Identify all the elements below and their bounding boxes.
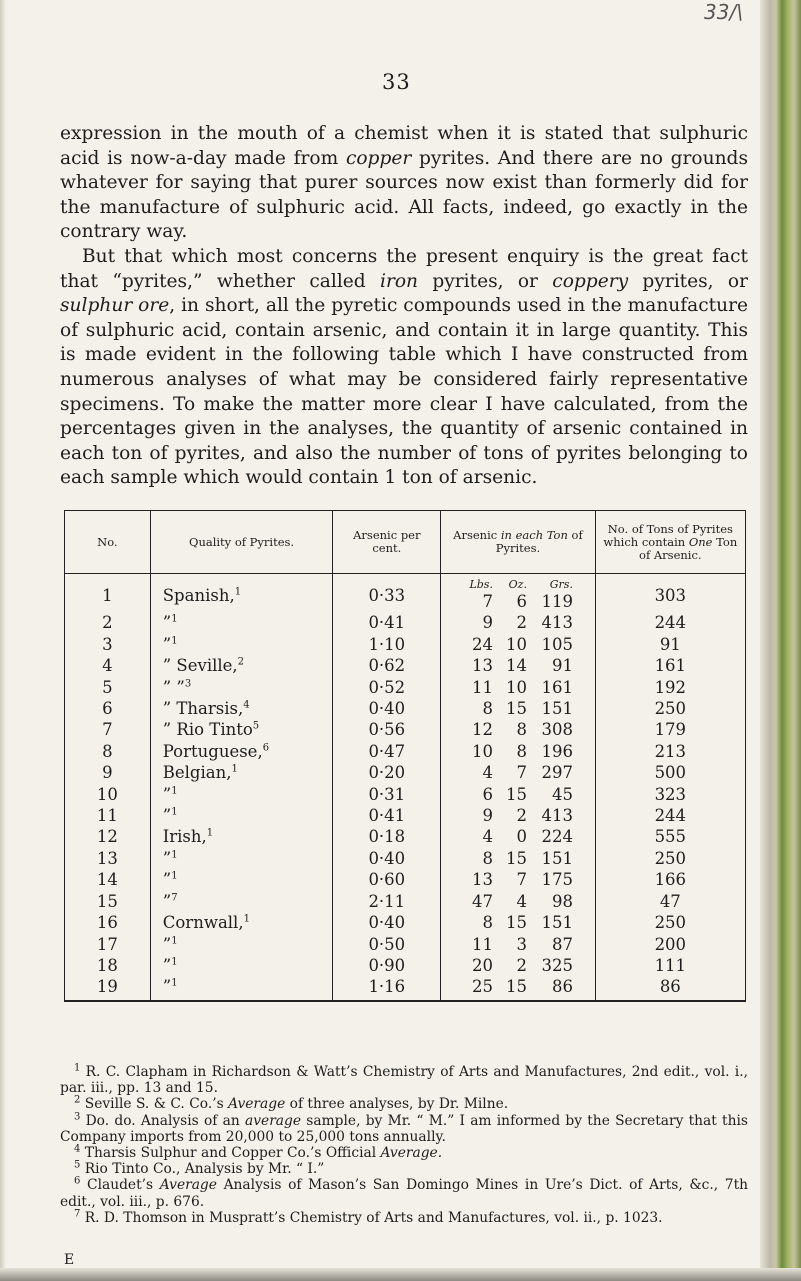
- table-row: [65, 762, 746, 783]
- row-arsenic-per-ton: [441, 891, 595, 912]
- row-percent: 0·47: [333, 741, 441, 762]
- row-arsenic-per-ton: [441, 677, 595, 698]
- row-lbs: 9: [482, 806, 493, 826]
- unit-grs: Grs.: [549, 578, 573, 591]
- row-arsenic-per-ton: [441, 869, 595, 890]
- footnote-ref: 1: [171, 977, 178, 989]
- row-lbs: 9: [482, 613, 493, 633]
- row-number: 19: [65, 976, 151, 1000]
- row-percent: 0·20: [333, 762, 441, 783]
- row-oz: 15: [505, 784, 527, 804]
- table-body: [65, 574, 746, 1001]
- row-tons: 213: [595, 741, 745, 762]
- paragraph-1: expression in the mouth of a chemist when it is stated that sulphuric acid is now-a-day made from copper pyrites. And there are no grounds whatever for saying that purer sources now exist than formerly did for the manufacture of sulphuric acid. All facts, indeed, go exactly in the contrary way.: [60, 123, 749, 243]
- row-arsenic-per-ton: [441, 698, 595, 719]
- row-oz: 0: [516, 827, 527, 847]
- row-percent: 0·56: [333, 719, 441, 740]
- unit-oz: Oz.: [508, 578, 527, 591]
- footnote-ref: 1: [206, 827, 214, 839]
- signature-mark: E: [64, 1252, 75, 1268]
- row-arsenic-per-ton: [441, 848, 595, 869]
- row-grs: 91: [551, 656, 573, 676]
- arsenic-table: [64, 510, 746, 1002]
- footnote: $^7$ R. D. Thomson in Muspratt’s Chemistry of Arts and Manufactures, vol. ii., p. 1023.: [74, 1208, 663, 1226]
- footnote-mark: 5: [74, 1159, 81, 1171]
- table-row: [65, 976, 746, 1000]
- row-percent: 0·90: [333, 955, 441, 976]
- row-tons: 91: [595, 634, 745, 655]
- table-row: [65, 634, 746, 655]
- row-tons: 500: [595, 762, 745, 783]
- row-grs: 119: [541, 592, 573, 611]
- footnote-ref: 1: [171, 613, 178, 625]
- table-row: [65, 784, 746, 805]
- row-grs: 196: [541, 741, 573, 761]
- row-oz: 8: [516, 720, 527, 740]
- footnote: $^3$ Do. do. Analysis of an average sample, by Mr. “ M.” I am informed by the Secretary that this Company imports from 20,000 to 25,000 tons annually.: [60, 1111, 748, 1145]
- row-grs: 297: [541, 763, 573, 783]
- row-number: 16: [65, 912, 151, 933]
- table-row: [65, 869, 746, 890]
- row-quality: ”$^7$: [150, 891, 333, 912]
- row-tons: 111: [595, 955, 745, 976]
- table-header-row: [65, 511, 746, 574]
- row-tons: 192: [595, 677, 745, 698]
- row-tons: 244: [595, 612, 745, 633]
- row-percent: 0·50: [333, 934, 441, 955]
- row-percent: 0·40: [333, 848, 441, 869]
- row-arsenic-per-ton: [441, 612, 595, 633]
- row-arsenic-per-ton: [441, 762, 595, 783]
- row-oz: 2: [516, 613, 527, 633]
- paragraph-2: But that which most concerns the present enquiry is the great fact that “pyrites,” whether called iron pyrites, or coppery pyrites, or sulphur ore, in short, all the pyretic compounds used in the manufacture of sulphuric acid, contain arsenic, and contain it in large quantity. This is made evident in the following table which I have constructed from numerous analyses of what may be considered fairly representative specimens. To make the matter more clear I have calculated, from the percentages given in the analyses, the quantity of arsenic contained in each ton of pyrites, and also the number of tons of pyrites belonging to each sample which would contain 1 ton of arsenic.: [60, 245, 748, 489]
- header-quality: Quality of Pyrites.: [150, 511, 333, 574]
- row-grs: 413: [541, 613, 573, 633]
- row-lbs: 6: [482, 784, 493, 804]
- footnotes: [60, 1064, 748, 1226]
- row-arsenic-per-ton: [441, 655, 595, 676]
- row-oz: 7: [516, 763, 527, 783]
- row-arsenic-per-ton: [441, 741, 595, 762]
- row-number: 11: [65, 805, 151, 826]
- row-number: 17: [65, 934, 151, 955]
- footnote-ref: 7: [171, 892, 178, 904]
- footnote-ref: 1: [171, 785, 178, 797]
- footnote-ref: 2: [237, 656, 245, 668]
- row-tons: 250: [595, 698, 745, 719]
- page-left-edge: [0, 0, 6, 1281]
- footnote-mark: 1: [74, 1062, 81, 1074]
- row-number: 13: [65, 848, 151, 869]
- row-number: 14: [65, 869, 151, 890]
- header-no: No.: [65, 511, 151, 574]
- row-lbs: 10: [471, 741, 493, 761]
- row-number: 1: [65, 574, 151, 613]
- row-lbs: 47: [471, 891, 493, 911]
- row-grs: 161: [541, 677, 573, 697]
- row-lbs: 8: [482, 848, 493, 868]
- row-lbs: 13: [471, 656, 493, 676]
- table-row: [65, 848, 746, 869]
- row-number: 7: [65, 719, 151, 740]
- row-grs: 86: [551, 977, 573, 997]
- row-percent: 0·60: [333, 869, 441, 890]
- body-text: [60, 122, 748, 491]
- footnote-ref: 5: [252, 720, 260, 732]
- row-lbs: 24: [471, 634, 493, 654]
- row-tons: 323: [595, 784, 745, 805]
- row-percent: 2·11: [333, 891, 441, 912]
- footnote-ref: 3: [184, 678, 192, 690]
- row-quality: ”$^1$: [150, 805, 333, 826]
- row-grs: 87: [551, 934, 573, 954]
- row-oz: 15: [505, 913, 527, 933]
- row-percent: 0·41: [333, 805, 441, 826]
- row-oz: 3: [516, 934, 527, 954]
- row-tons: 86: [595, 976, 745, 1000]
- row-number: 8: [65, 741, 151, 762]
- row-arsenic-per-ton: [441, 719, 595, 740]
- footnote: $^6$ Claudet’s Average Analysis of Mason’s San Domingo Mines in Ure’s Dict. of Arts, &c., 7th edit., vol. iii., p. 676.: [60, 1175, 749, 1210]
- row-arsenic-per-ton: [441, 976, 595, 1000]
- footnote-ref: 1: [243, 913, 250, 925]
- row-arsenic-per-ton: [441, 784, 595, 805]
- row-tons: 166: [595, 869, 745, 890]
- table-row: [65, 955, 746, 976]
- row-quality: ”$^1$: [150, 934, 333, 955]
- row-tons: 250: [595, 848, 745, 869]
- row-grs: 325: [541, 955, 573, 975]
- row-oz: 7: [516, 870, 527, 890]
- row-quality: ” Rio Tinto$^5$: [150, 719, 333, 740]
- row-lbs: 4: [482, 763, 493, 783]
- row-arsenic-per-ton: [441, 574, 595, 613]
- row-number: 2: [65, 612, 151, 633]
- footnote-mark: 7: [74, 1208, 81, 1220]
- footnote-ref: 1: [171, 956, 178, 968]
- header-tons-per-ton-arsenic: No. of Tons of Pyrites which contain One Ton of Arsenic.: [595, 511, 745, 574]
- row-lbs: 25: [471, 977, 493, 997]
- row-grs: 308: [541, 720, 573, 740]
- row-tons: 179: [595, 719, 745, 740]
- row-percent: 0·40: [333, 698, 441, 719]
- row-quality: Spanish,$^1$: [150, 574, 333, 613]
- row-oz: 15: [505, 977, 527, 997]
- row-quality: ”$^1$: [150, 634, 333, 655]
- row-number: 12: [65, 826, 151, 847]
- table-row: [65, 677, 746, 698]
- row-oz: 10: [505, 634, 527, 654]
- row-percent: 0·41: [333, 612, 441, 633]
- footnote-ref: 1: [171, 935, 178, 946]
- row-quality: ” ”$^3$: [150, 677, 333, 698]
- row-tons: 250: [595, 912, 745, 933]
- row-percent: 0·62: [333, 655, 441, 676]
- row-quality: ” Tharsis,$^4$: [150, 698, 333, 719]
- row-quality: ”$^1$: [150, 848, 333, 869]
- row-quality: ”$^1$: [150, 869, 333, 890]
- row-tons: 200: [595, 934, 745, 955]
- row-grs: 98: [551, 891, 573, 911]
- footnote-mark: 6: [74, 1175, 81, 1187]
- row-arsenic-per-ton: [441, 826, 595, 847]
- row-quality: ”$^1$: [150, 955, 333, 976]
- table-row: [65, 891, 746, 912]
- row-oz: 15: [505, 699, 527, 719]
- header-percent: Arsenic per cent.: [333, 511, 441, 574]
- row-number: 9: [65, 762, 151, 783]
- row-grs: 175: [541, 870, 573, 890]
- footnote-ref: 1: [234, 586, 242, 597]
- row-lbs: 7: [482, 592, 493, 611]
- row-lbs: 11: [471, 677, 493, 697]
- table-row: [65, 934, 746, 955]
- row-quality: ”$^1$: [150, 612, 333, 633]
- table-row: [65, 574, 746, 613]
- row-number: 15: [65, 891, 151, 912]
- row-percent: 0·31: [333, 784, 441, 805]
- row-number: 3: [65, 634, 151, 655]
- table-row: [65, 741, 746, 762]
- row-quality: ” Seville,$^2$: [150, 655, 333, 676]
- row-lbs: 13: [471, 870, 493, 890]
- row-oz: 14: [505, 656, 527, 676]
- footnote-ref: 1: [171, 870, 178, 882]
- row-arsenic-per-ton: [441, 634, 595, 655]
- row-tons: 555: [595, 826, 745, 847]
- row-percent: 0·33: [333, 574, 441, 613]
- footnote-ref: 1: [171, 806, 178, 818]
- page-number: 33: [382, 70, 411, 94]
- book-binding-edge: [760, 0, 801, 1281]
- footnote-ref: 1: [231, 763, 238, 775]
- row-quality: ”$^1$: [150, 784, 333, 805]
- row-arsenic-per-ton: [441, 912, 595, 933]
- row-number: 5: [65, 677, 151, 698]
- row-percent: 1·16: [333, 976, 441, 1000]
- row-oz: 15: [505, 848, 527, 868]
- footnote-ref: 6: [262, 742, 270, 754]
- row-quality: Belgian,$^1$: [150, 762, 333, 783]
- row-percent: 0·40: [333, 912, 441, 933]
- row-number: 10: [65, 784, 151, 805]
- footnote: $^2$ Seville S. & C. Co.’s Average of three analyses, by Dr. Milne.: [74, 1094, 509, 1113]
- row-lbs: 8: [482, 913, 493, 933]
- footnote: $^1$ R. C. Clapham in Richardson & Watt’s Chemistry of Arts and Manufactures, 2nd edit., vol. i., par. iii., pp. 13 and 15.: [60, 1062, 748, 1097]
- row-tons: 244: [595, 805, 745, 826]
- row-lbs: 11: [471, 934, 493, 954]
- row-number: 18: [65, 955, 151, 976]
- row-oz: 2: [516, 806, 527, 826]
- row-lbs: 20: [471, 955, 493, 975]
- row-lbs: 4: [482, 827, 493, 847]
- row-oz: 8: [516, 741, 527, 761]
- table-row: [65, 826, 746, 847]
- row-arsenic-per-ton: [441, 805, 595, 826]
- footnote-ref: 4: [243, 699, 250, 711]
- row-quality: ”$^1$: [150, 976, 333, 1000]
- row-quality: Portuguese,$^6$: [150, 741, 333, 762]
- row-arsenic-per-ton: [441, 955, 595, 976]
- arsenic-units: [441, 578, 594, 591]
- footnote-ref: 1: [171, 635, 178, 647]
- table-row: [65, 655, 746, 676]
- row-percent: 0·52: [333, 677, 441, 698]
- row-percent: 1·10: [333, 634, 441, 655]
- row-grs: 105: [541, 634, 573, 654]
- row-lbs: 12: [471, 720, 493, 740]
- row-tons: 303: [595, 574, 745, 613]
- row-oz: 2: [516, 955, 527, 975]
- row-quality: Cornwall,$^1$: [150, 912, 333, 933]
- page-bottom-shadow: [0, 1268, 801, 1281]
- row-oz: 10: [505, 677, 527, 697]
- footnote-mark: 2: [74, 1094, 81, 1106]
- row-lbs: 8: [482, 699, 493, 719]
- row-grs: 151: [541, 848, 573, 868]
- row-grs: 151: [541, 699, 573, 719]
- table-row: [65, 612, 746, 633]
- row-oz: 4: [516, 891, 527, 911]
- footnote-mark: 4: [74, 1143, 81, 1155]
- row-quality: Irish,$^1$: [150, 826, 333, 847]
- footnote: $^5$ Rio Tinto Co., Analysis by Mr. “ I.”: [74, 1159, 325, 1178]
- table-row: [65, 719, 746, 740]
- row-grs: 224: [541, 827, 573, 847]
- table-row: [65, 805, 746, 826]
- unit-lbs: Lbs.: [469, 578, 493, 591]
- row-number: 6: [65, 698, 151, 719]
- row-number: 4: [65, 655, 151, 676]
- row-tons: 47: [595, 891, 745, 912]
- row-arsenic-per-ton: [441, 934, 595, 955]
- row-percent: 0·18: [333, 826, 441, 847]
- footnote: $^4$ Tharsis Sulphur and Copper Co.’s Official Average.: [74, 1143, 443, 1162]
- row-tons: 161: [595, 655, 745, 676]
- footnote-ref: 1: [171, 849, 178, 861]
- row-oz: 6: [516, 592, 527, 611]
- table-row: [65, 912, 746, 933]
- table-row: [65, 698, 746, 719]
- header-arsenic-per-ton: Arsenic in each Ton of Pyrites.: [441, 511, 595, 574]
- handwritten-corner-mark: 33/\: [704, 0, 743, 24]
- row-grs: 413: [541, 806, 573, 826]
- row-grs: 45: [551, 784, 573, 804]
- row-grs: 151: [541, 913, 573, 933]
- footnote-mark: 3: [74, 1111, 81, 1123]
